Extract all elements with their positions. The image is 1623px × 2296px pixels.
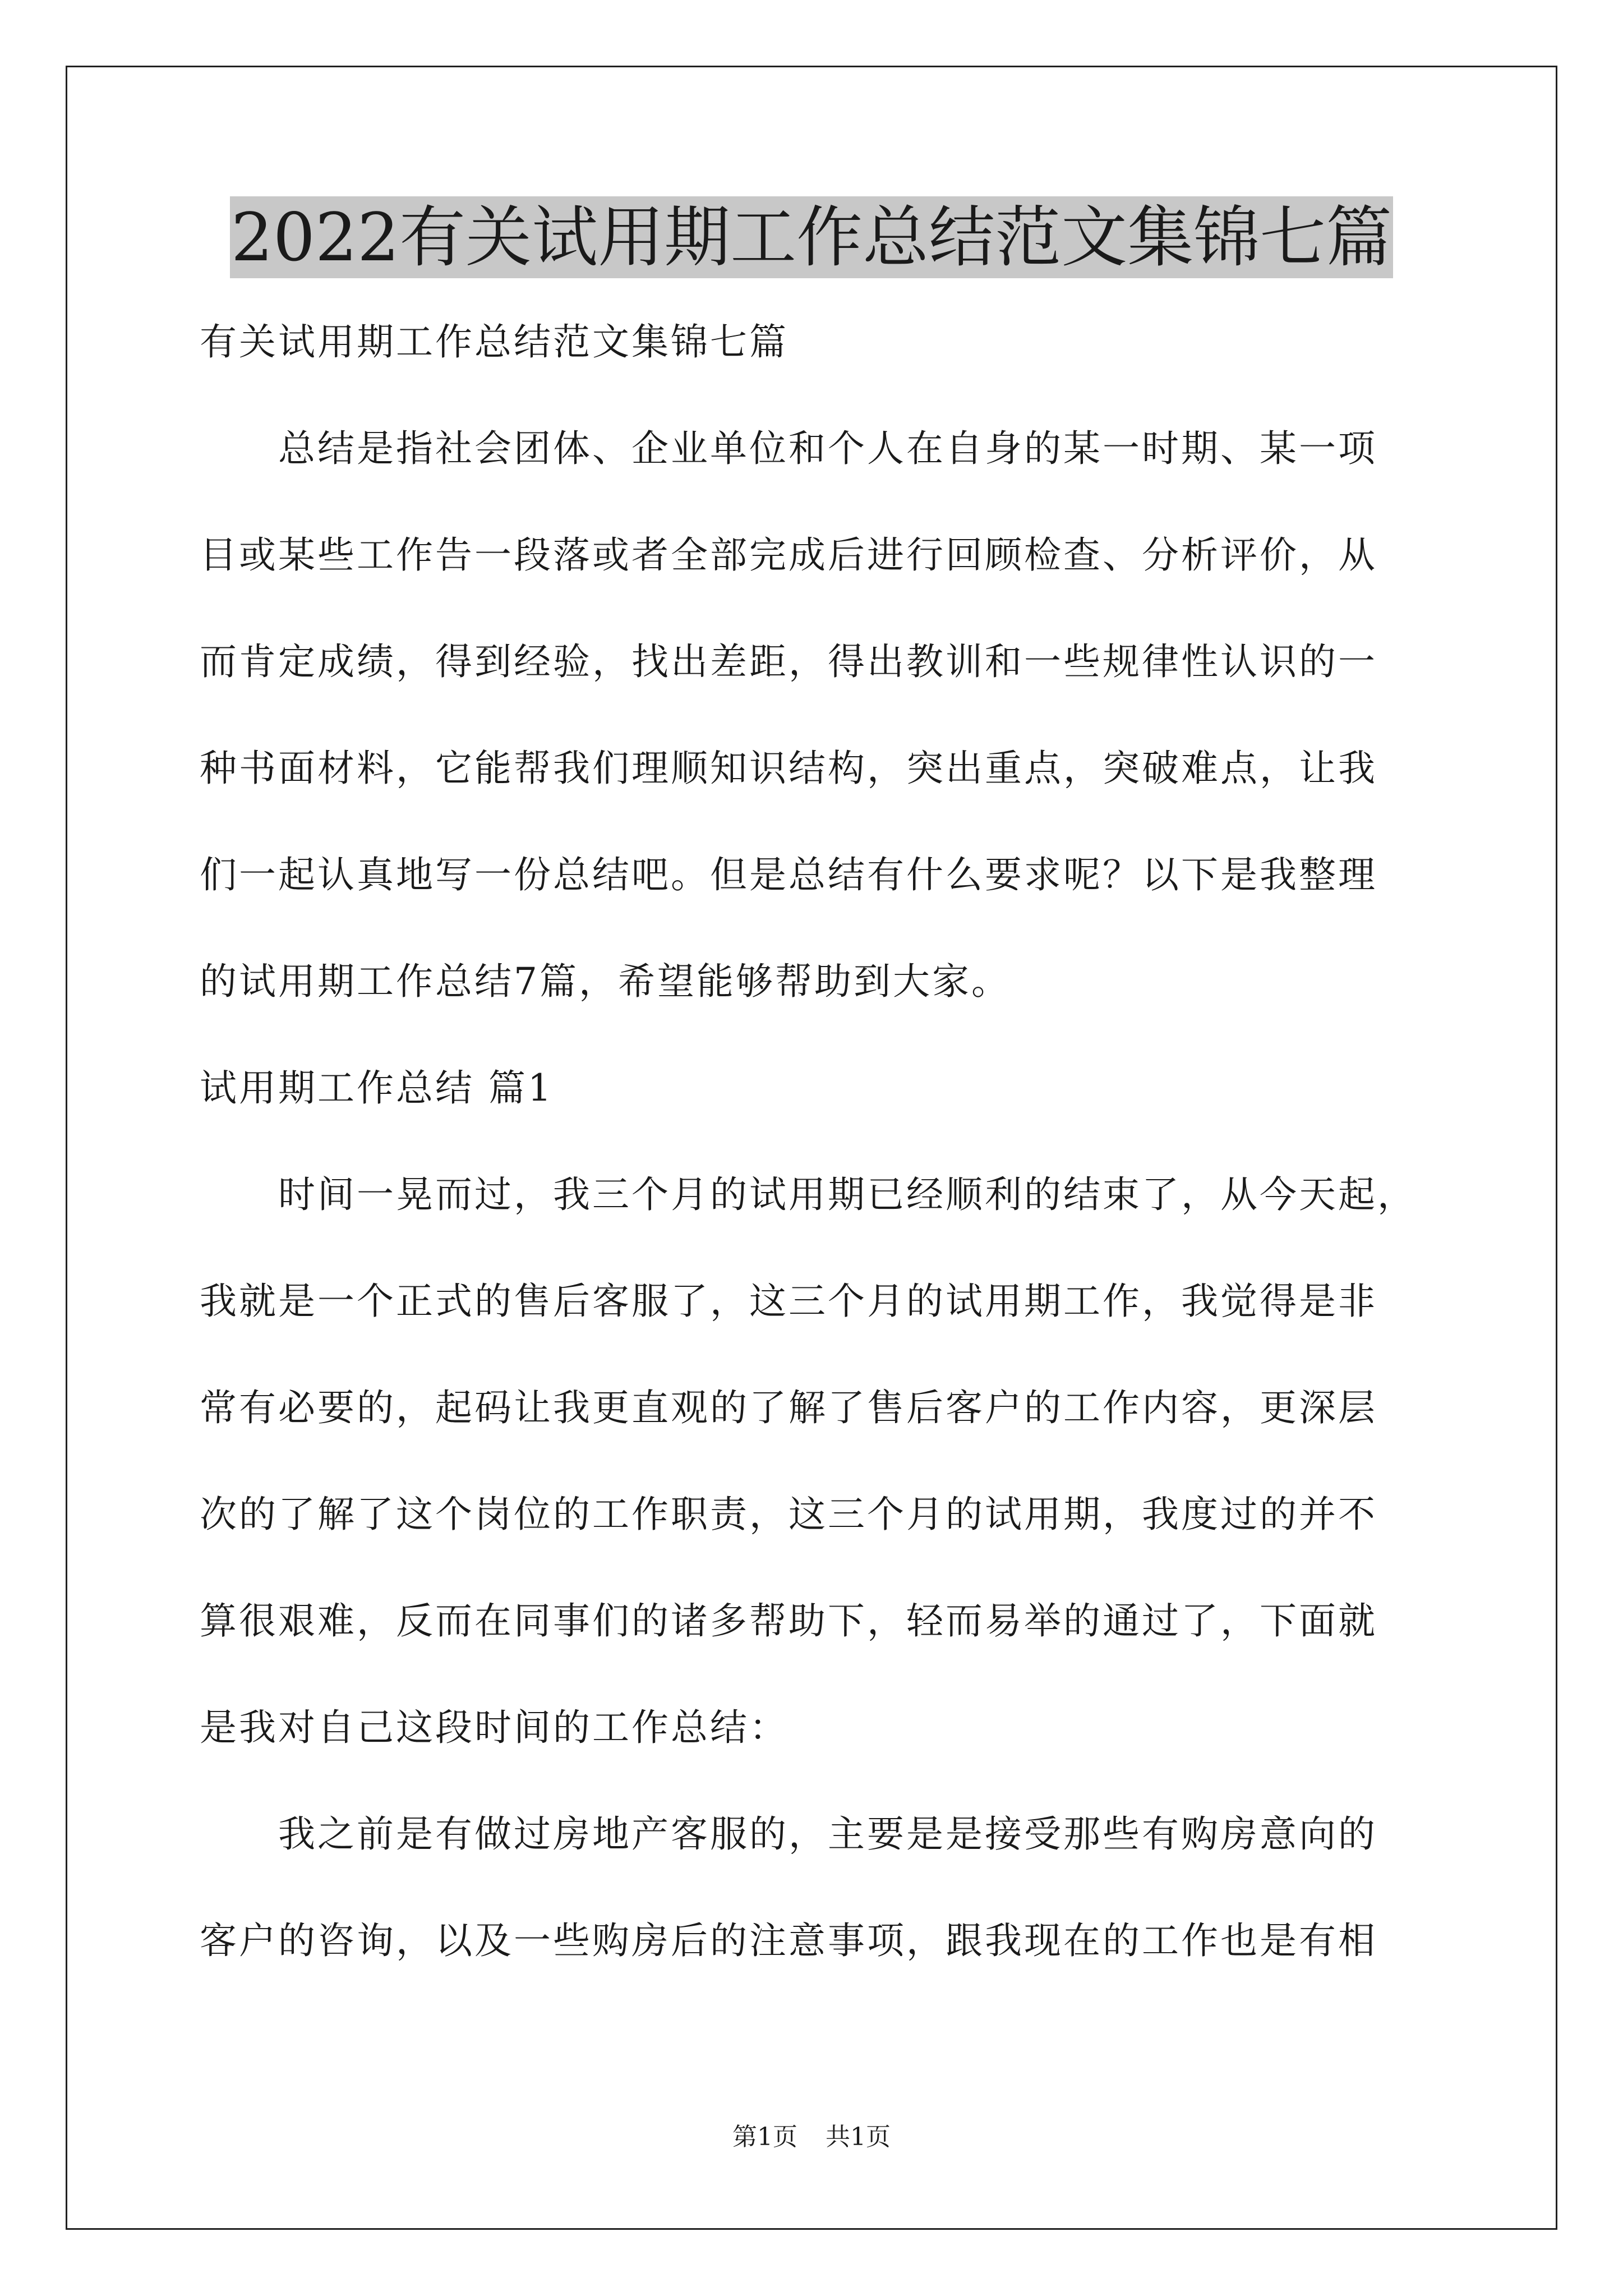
document-title-text: 2022有关试用期工作总结范文集锦七篇	[230, 196, 1393, 278]
paragraph-line: 常有必要的，起码让我更直观的了解了售后客户的工作内容，更深层	[200, 1386, 1377, 1429]
paragraph-line: 的试用期工作总结7篇，希望能够帮助到大家。	[200, 960, 1011, 1003]
paragraph-line: 而肯定成绩，得到经验，找出差距，得出教训和一些规律性认识的一	[200, 640, 1377, 683]
paragraph-line: 总结是指社会团体、企业单位和个人在自身的某一时期、某一项	[200, 427, 1377, 470]
paragraph-line: 们一起认真地写一份总结吧。但是总结有什么要求呢？以下是我整理	[200, 853, 1377, 896]
paragraph-line: 算很艰难，反而在同事们的诸多帮助下，轻而易举的通过了，下面就	[200, 1599, 1377, 1642]
subtitle-line: 有关试用期工作总结范文集锦七篇	[200, 320, 789, 364]
document-title	[0, 195, 1623, 279]
page-footer	[0, 2120, 1623, 2154]
page-total: 共1页	[826, 2123, 891, 2151]
paragraph-line: 是我对自己这段时间的工作总结：	[200, 1706, 789, 1749]
paragraph-line: 我就是一个正式的售后客服了，这三个月的试用期工作，我觉得是非	[200, 1280, 1377, 1323]
paragraph-line: 我之前是有做过房地产客服的，主要是是接受那些有购房意向的	[200, 1812, 1377, 1856]
paragraph-line: 时间一晃而过，我三个月的试用期已经顺利的结束了，从今天起，	[200, 1173, 1417, 1216]
page-border	[66, 66, 1557, 2230]
paragraph-line: 目或某些工作告一段落或者全部完成后进行回顾检查、分析评价，从	[200, 533, 1377, 577]
paragraph-line: 次的了解了这个岗位的工作职责，这三个月的试用期，我度过的并不	[200, 1493, 1377, 1536]
page-number: 第1页	[732, 2123, 797, 2151]
section-heading: 试用期工作总结 篇1	[200, 1066, 554, 1110]
paragraph-line: 种书面材料，它能帮我们理顺知识结构，突出重点，突破难点，让我	[200, 747, 1377, 790]
paragraph-line: 客户的咨询，以及一些购房后的注意事项，跟我现在的工作也是有相	[200, 1919, 1377, 1962]
